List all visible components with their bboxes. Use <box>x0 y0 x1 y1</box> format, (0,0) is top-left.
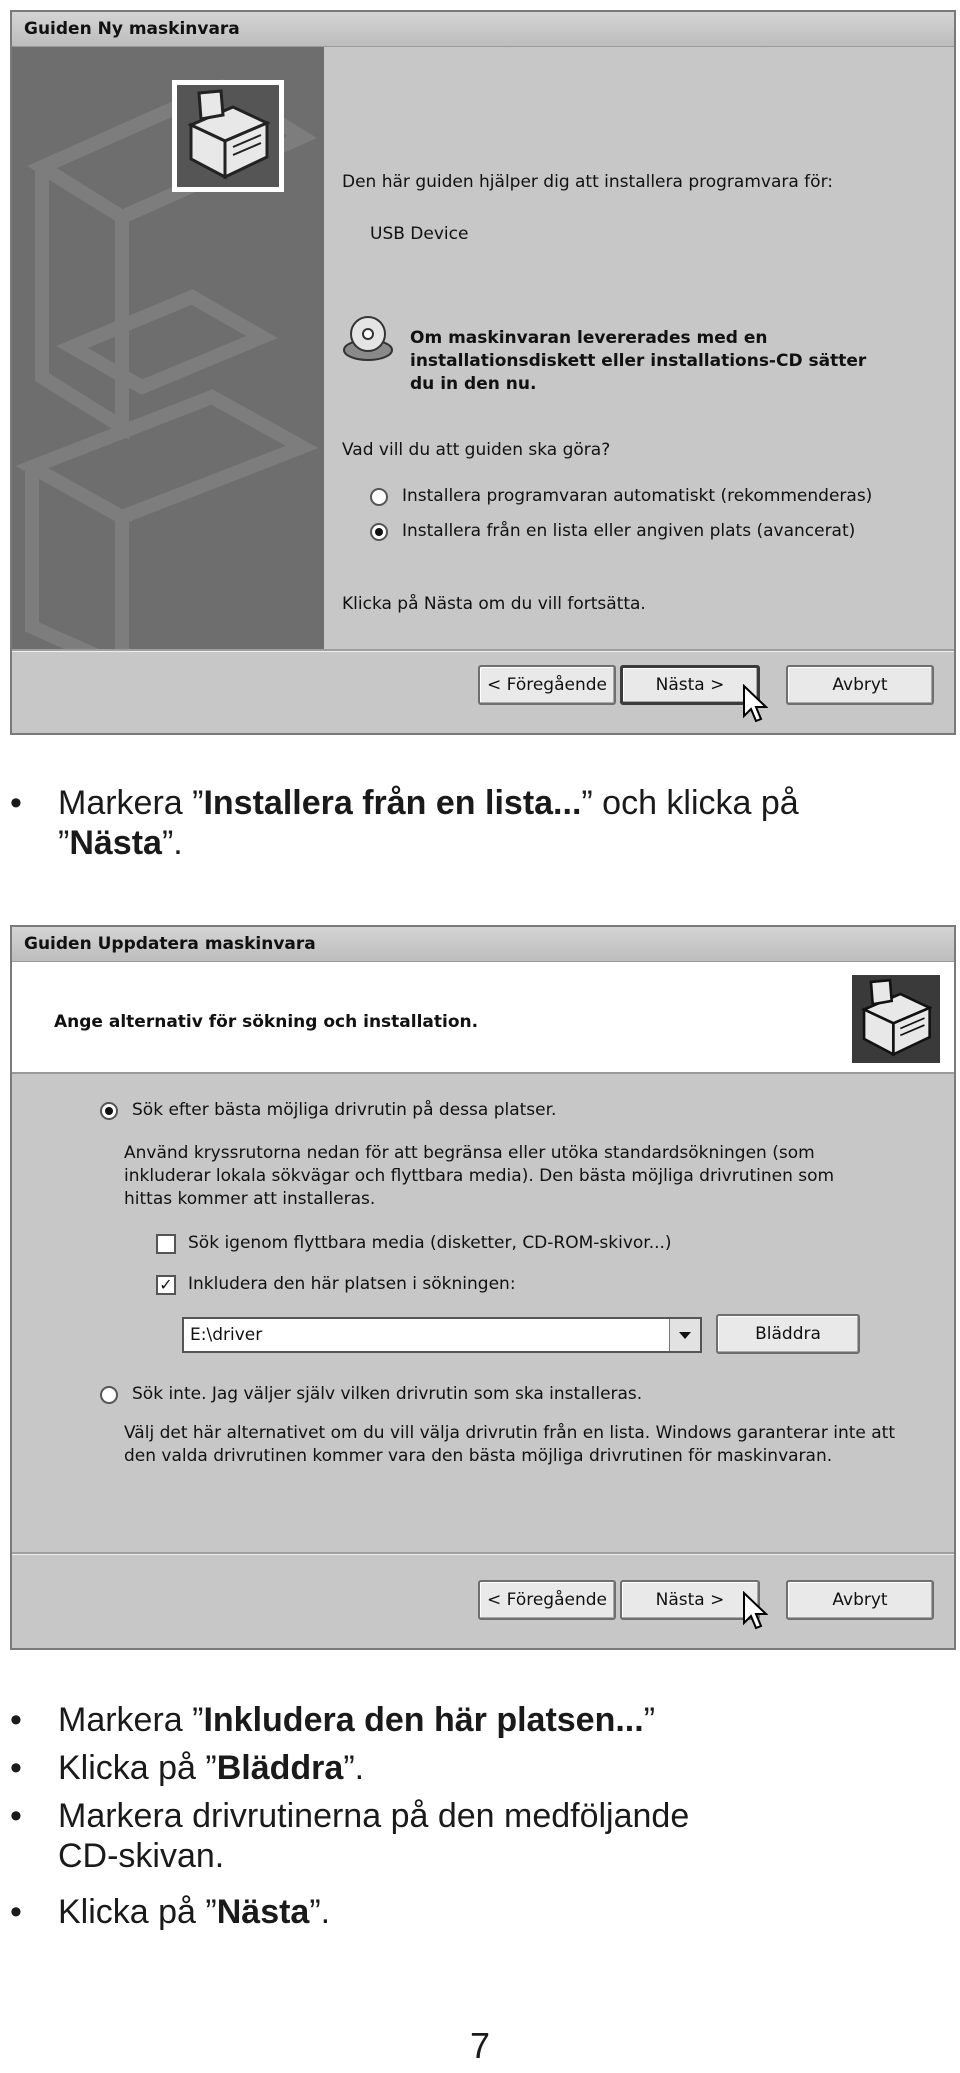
checkbox-include-location[interactable]: ✓ <box>156 1275 176 1295</box>
cd-notice-line-3: du in den nu. <box>410 374 537 394</box>
cd-icon <box>342 312 394 364</box>
instruction-step-4 <box>10 1796 940 1884</box>
step-1-text: Markera ” <box>58 784 204 822</box>
radio-search-best-driver[interactable] <box>100 1102 118 1120</box>
step-text-end: ”. <box>309 1893 331 1931</box>
step-bold: Inkludera den här platsen... <box>203 1701 644 1739</box>
step-1-bold-2: Nästa <box>69 824 162 862</box>
step-text: Klicka på ” <box>58 1749 217 1787</box>
wizard-side-panel <box>12 47 324 649</box>
new-hardware-wizard-window <box>10 10 956 735</box>
checkbox-removable-media-label: Sök igenom flyttbara media (disketter, CD-ROM-skivor...) <box>188 1233 672 1253</box>
step-text: Klicka på ” <box>58 1893 217 1931</box>
mouse-pointer-icon <box>742 684 768 724</box>
search-description-line-3: hittas kommer att installeras. <box>124 1189 376 1209</box>
back-button[interactable]: < Föregående <box>478 1580 616 1620</box>
window-titlebar <box>12 12 954 47</box>
hardware-box-icon <box>172 80 284 192</box>
radio-do-not-search-label: Sök inte. Jag väljer själv vilken drivrutin som ska installeras. <box>132 1384 643 1404</box>
bullet: • <box>10 1797 22 1835</box>
cd-notice-line-1: Om maskinvaran levererades med en <box>410 328 768 348</box>
wizard-header-band <box>12 962 954 1074</box>
bullet: • <box>10 1701 22 1739</box>
search-description-line-1: Använd kryssrutorna nedan för att begränsa eller utöka standardsökningen (som <box>124 1143 815 1163</box>
instruction-step-1 <box>10 783 940 867</box>
bullet: • <box>10 1749 22 1787</box>
nosearch-description-line-2: den valda drivrutinen kommer vara den bästa möjliga drivrutinen för maskinvaran. <box>124 1446 833 1466</box>
step-text-end: ” <box>643 1701 656 1739</box>
step-1-bold: Installera från en lista... <box>203 784 582 822</box>
browse-button[interactable]: Bläddra <box>716 1314 860 1354</box>
page-number: 7 <box>469 2025 491 2066</box>
driver-path-value: E:\driver <box>190 1325 263 1345</box>
instruction-step-2 <box>10 1700 940 1740</box>
button-area-separator <box>12 1552 954 1555</box>
wizard-header-title: Ange alternativ för sökning och installation. <box>54 1012 479 1032</box>
bullet: • <box>10 1893 22 1931</box>
step-text-continued: CD-skivan. <box>58 1837 225 1875</box>
radio-install-from-list[interactable] <box>370 523 388 541</box>
driver-path-combobox[interactable] <box>182 1317 702 1353</box>
search-description-line-2: inkluderar lokala sökvägar och flyttbara media). Den bästa möjliga drivrutinen som <box>124 1166 835 1186</box>
window-title: Guiden Uppdatera maskinvara <box>24 934 316 954</box>
bullet: • <box>10 784 22 822</box>
radio-do-not-search[interactable] <box>100 1386 118 1404</box>
step-text: Markera drivrutinerna på den medföljande <box>58 1797 690 1835</box>
chevron-down-icon <box>679 1332 691 1339</box>
step-text-end: ”. <box>343 1749 365 1787</box>
step-1-text-2: ” <box>58 824 70 862</box>
wizard-intro-text: Den här guiden hjälper dig att installera programvara för: <box>342 172 833 192</box>
next-button[interactable]: Nästa > <box>620 1580 760 1620</box>
step-1-text-end: ” och klicka på <box>581 784 799 822</box>
radio-search-best-driver-label: Sök efter bästa möjliga drivrutin på dessa platser. <box>132 1100 557 1120</box>
mouse-pointer-icon <box>742 1591 768 1631</box>
step-text: Markera ” <box>58 1701 204 1739</box>
cancel-button[interactable]: Avbryt <box>786 1580 934 1620</box>
cd-notice-line-2: installationsdiskett eller installations-CD sätter <box>410 351 867 371</box>
window-title: Guiden Ny maskinvara <box>24 19 240 39</box>
radio-install-automatic[interactable] <box>370 488 388 506</box>
nosearch-description-line-1: Välj det här alternativet om du vill välja drivrutin från en lista. Windows garanterar inte att <box>124 1423 895 1443</box>
instruction-step-3 <box>10 1748 940 1788</box>
update-hardware-wizard-window <box>10 925 956 1650</box>
instruction-step-5 <box>10 1892 940 1932</box>
checkbox-removable-media[interactable] <box>156 1234 176 1254</box>
step-bold: Nästa <box>216 1893 310 1931</box>
hardware-box-icon <box>852 975 940 1063</box>
step-1-text-2-end: ”. <box>161 824 183 862</box>
wizard-question: Vad vill du att guiden ska göra? <box>342 440 611 460</box>
back-button[interactable]: < Föregående <box>478 665 616 705</box>
radio-install-from-list-label: Installera från en lista eller angiven plats (avancerat) <box>402 521 856 541</box>
window-titlebar <box>12 927 954 962</box>
device-name: USB Device <box>370 224 469 244</box>
radio-install-automatic-label: Installera programvaran automatiskt (rekommenderas) <box>402 486 873 506</box>
checkbox-include-location-label: Inkludera den här platsen i sökningen: <box>188 1274 516 1294</box>
next-button[interactable]: Nästa > <box>620 665 760 705</box>
continue-instruction: Klicka på Nästa om du vill fortsätta. <box>342 594 646 614</box>
combobox-dropdown-button[interactable] <box>669 1319 700 1351</box>
step-bold: Bläddra <box>216 1749 344 1787</box>
button-area-separator <box>12 649 954 652</box>
cancel-button[interactable]: Avbryt <box>786 665 934 705</box>
